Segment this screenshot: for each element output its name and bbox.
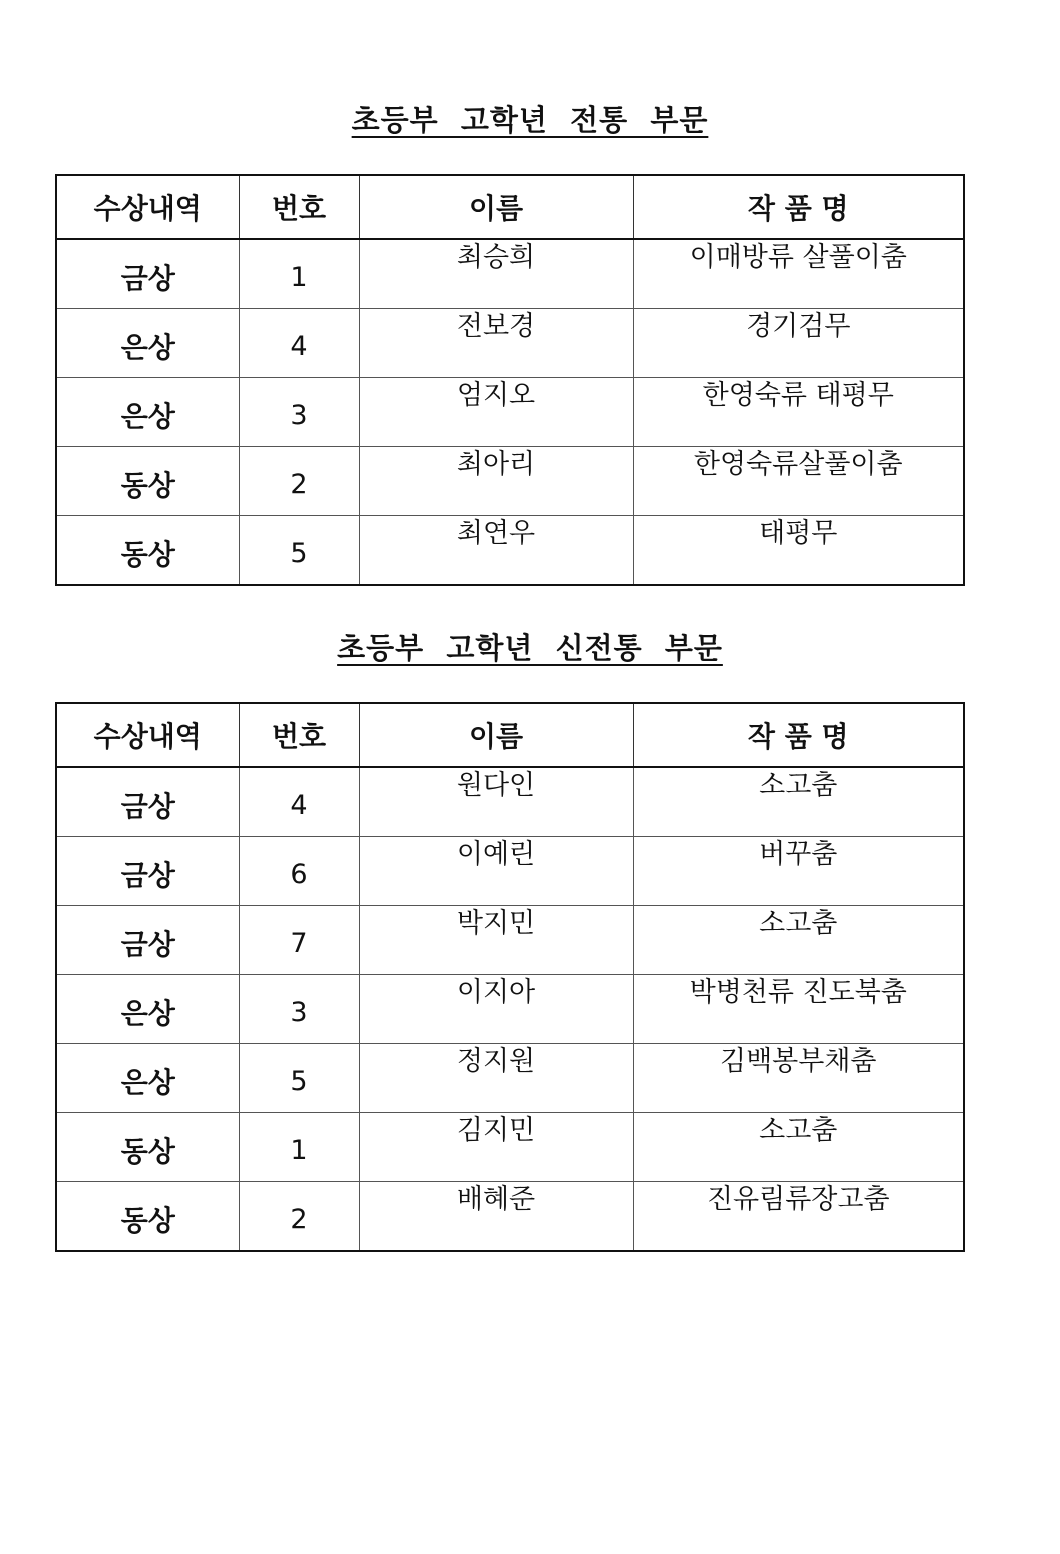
work-cell: 태평무 [633, 516, 964, 586]
number-cell: 7 [239, 906, 359, 975]
number-cell: 5 [239, 1044, 359, 1113]
award-cell: 은상 [56, 975, 239, 1044]
name-cell: 원다인 [359, 767, 633, 837]
award-cell: 금상 [56, 837, 239, 906]
section-title-text: 초등부 고학년 신전통 부문 [337, 631, 723, 665]
award-cell: 은상 [56, 378, 239, 447]
award-cell: 동상 [56, 1113, 239, 1182]
section-title [0, 98, 1060, 139]
work-cell: 소고춤 [633, 767, 964, 837]
header-name: 이름 [359, 703, 633, 767]
table-row [56, 309, 964, 378]
table-row [56, 906, 964, 975]
award-cell: 은상 [56, 309, 239, 378]
name-cell: 김지민 [359, 1113, 633, 1182]
name-cell: 배혜준 [359, 1182, 633, 1252]
work-cell: 이매방류 살풀이춤 [633, 239, 964, 309]
work-cell: 소고춤 [633, 1113, 964, 1182]
number-cell: 2 [239, 447, 359, 516]
award-cell: 동상 [56, 516, 239, 586]
section-title [0, 626, 1060, 667]
header-number: 번호 [239, 703, 359, 767]
number-cell: 3 [239, 378, 359, 447]
header-number: 번호 [239, 175, 359, 239]
number-cell: 4 [239, 767, 359, 837]
name-cell: 최아리 [359, 447, 633, 516]
name-cell: 최연우 [359, 516, 633, 586]
awards-table [55, 174, 965, 586]
table-row [56, 837, 964, 906]
name-cell: 엄지오 [359, 378, 633, 447]
award-cell: 금상 [56, 767, 239, 837]
work-cell: 경기검무 [633, 309, 964, 378]
header-award: 수상내역 [56, 703, 239, 767]
award-cell: 동상 [56, 1182, 239, 1252]
work-cell: 진유림류장고춤 [633, 1182, 964, 1252]
award-cell: 금상 [56, 239, 239, 309]
name-cell: 박지민 [359, 906, 633, 975]
number-cell: 1 [239, 239, 359, 309]
number-cell: 5 [239, 516, 359, 586]
number-cell: 6 [239, 837, 359, 906]
name-cell: 최승희 [359, 239, 633, 309]
award-cell: 동상 [56, 447, 239, 516]
table-row [56, 1182, 964, 1252]
table-header-row [56, 703, 964, 767]
work-cell: 버꾸춤 [633, 837, 964, 906]
name-cell: 이예린 [359, 837, 633, 906]
header-work: 작 품 명 [633, 175, 964, 239]
number-cell: 2 [239, 1182, 359, 1252]
table-row [56, 1113, 964, 1182]
number-cell: 3 [239, 975, 359, 1044]
table-header-row [56, 175, 964, 239]
header-award: 수상내역 [56, 175, 239, 239]
section-title-text: 초등부 고학년 전통 부문 [351, 103, 709, 137]
name-cell: 정지원 [359, 1044, 633, 1113]
work-cell: 박병천류 진도북춤 [633, 975, 964, 1044]
award-cell: 금상 [56, 906, 239, 975]
table-row [56, 1044, 964, 1113]
table-row [56, 239, 964, 309]
header-name: 이름 [359, 175, 633, 239]
table-row [56, 975, 964, 1044]
table-row [56, 447, 964, 516]
header-work: 작 품 명 [633, 703, 964, 767]
name-cell: 전보경 [359, 309, 633, 378]
work-cell: 한영숙류 태평무 [633, 378, 964, 447]
table-row [56, 378, 964, 447]
work-cell: 김백봉부채춤 [633, 1044, 964, 1113]
awards-table [55, 702, 965, 1252]
work-cell: 소고춤 [633, 906, 964, 975]
award-cell: 은상 [56, 1044, 239, 1113]
name-cell: 이지아 [359, 975, 633, 1044]
table-row [56, 516, 964, 586]
table-row [56, 767, 964, 837]
work-cell: 한영숙류살풀이춤 [633, 447, 964, 516]
number-cell: 4 [239, 309, 359, 378]
number-cell: 1 [239, 1113, 359, 1182]
